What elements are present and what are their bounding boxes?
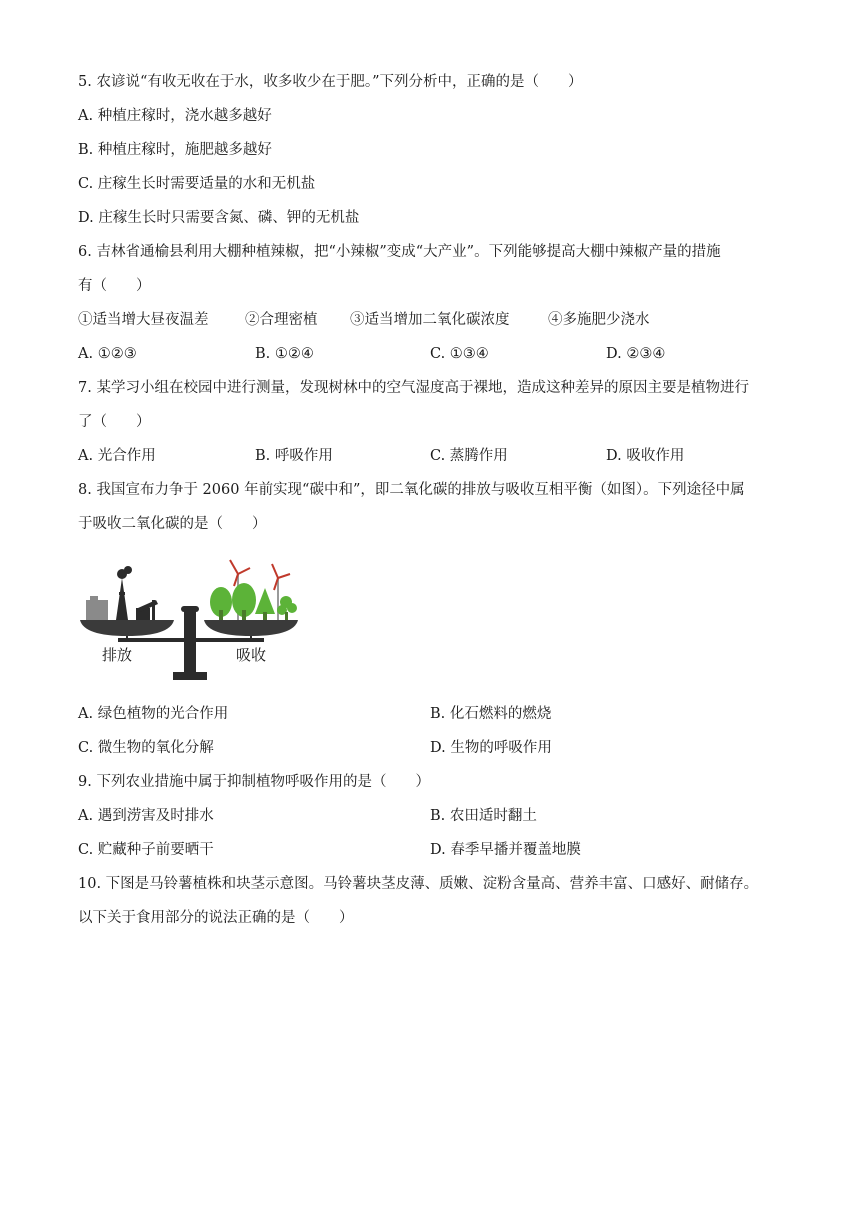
emission-icon xyxy=(86,566,158,620)
absorption-icon xyxy=(210,560,297,620)
q7-option-b: B. 呼吸作用 xyxy=(255,448,333,464)
emission-label: 排放 xyxy=(102,646,133,664)
q6-item-3: ③适当增加二氧化碳浓度 xyxy=(350,312,510,328)
carbon-balance-figure xyxy=(78,552,303,682)
q10-stem-line2: 以下关于食用部分的说法正确的是（ ） xyxy=(78,910,354,926)
q6-item-1: ①适当增大昼夜温差 xyxy=(78,312,209,328)
q8-option-d: D. 生物的呼吸作用 xyxy=(430,740,552,756)
q9-option-d: D. 春季早播并覆盖地膜 xyxy=(430,842,581,858)
q6-option-d: D. ②③④ xyxy=(606,346,666,362)
q7-option-d: D. 吸收作用 xyxy=(606,448,685,464)
q5-stem: 5. 农谚说“有收无收在于水，收多收少在于肥。”下列分析中，正确的是（ ） xyxy=(78,74,583,90)
q6-stem-line2: 有（ ） xyxy=(78,278,151,294)
q5-option-d: D. 庄稼生长时只需要含氮、磷、钾的无机盐 xyxy=(78,210,360,226)
q6-item-4: ④多施肥少浇水 xyxy=(548,312,650,328)
q6-stem-line1: 6. 吉林省通榆县利用大棚种植辣椒，把“小辣椒”变成“大产业”。下列能够提高大棚中辣椒产量的措施 xyxy=(78,244,721,260)
q6-option-b: B. ①②④ xyxy=(255,346,314,362)
q8-option-a: A. 绿色植物的光合作用 xyxy=(78,706,229,722)
q7-option-c: C. 蒸腾作用 xyxy=(430,448,508,464)
right-pan xyxy=(204,620,298,636)
absorption-label: 吸收 xyxy=(236,646,267,664)
q8-option-b: B. 化石燃料的燃烧 xyxy=(430,706,552,722)
q8-stem-line2: 于吸收二氧化碳的是（ ） xyxy=(78,516,267,532)
q5-option-a: A. 种植庄稼时，浇水越多越好 xyxy=(78,108,272,124)
q6-option-c: C. ①③④ xyxy=(430,346,489,362)
q7-option-a: A. 光合作用 xyxy=(78,448,156,464)
q5-option-b: B. 种植庄稼时，施肥越多越好 xyxy=(78,142,272,158)
q9-option-c: C. 贮藏种子前要晒干 xyxy=(78,842,214,858)
q7-stem-line1: 7. 某学习小组在校园中进行测量，发现树林中的空气湿度高于裸地，造成这种差异的原因主要是植物进行 xyxy=(78,380,749,396)
left-pan xyxy=(80,620,174,636)
q8-stem-line1: 8. 我国宣布力争于 2060 年前实现“碳中和”，即二氧化碳的排放与吸收互相平衡（如图）。下列途径中属 xyxy=(78,482,745,498)
q7-stem-line2: 了（ ） xyxy=(78,414,151,430)
q6-item-2: ②合理密植 xyxy=(245,312,318,328)
q9-option-b: B. 农田适时翻土 xyxy=(430,808,537,824)
q10-stem-line1: 10. 下图是马铃薯植株和块茎示意图。马铃薯块茎皮薄、质嫩、淀粉含量高、营养丰富、口感好、耐储存。 xyxy=(78,876,759,892)
q8-option-c: C. 微生物的氧化分解 xyxy=(78,740,214,756)
q6-option-a: A. ①②③ xyxy=(78,346,137,362)
q5-option-c: C. 庄稼生长时需要适量的水和无机盐 xyxy=(78,176,316,192)
q9-option-a: A. 遇到涝害及时排水 xyxy=(78,808,214,824)
q9-stem: 9. 下列农业措施中属于抑制植物呼吸作用的是（ ） xyxy=(78,774,430,790)
